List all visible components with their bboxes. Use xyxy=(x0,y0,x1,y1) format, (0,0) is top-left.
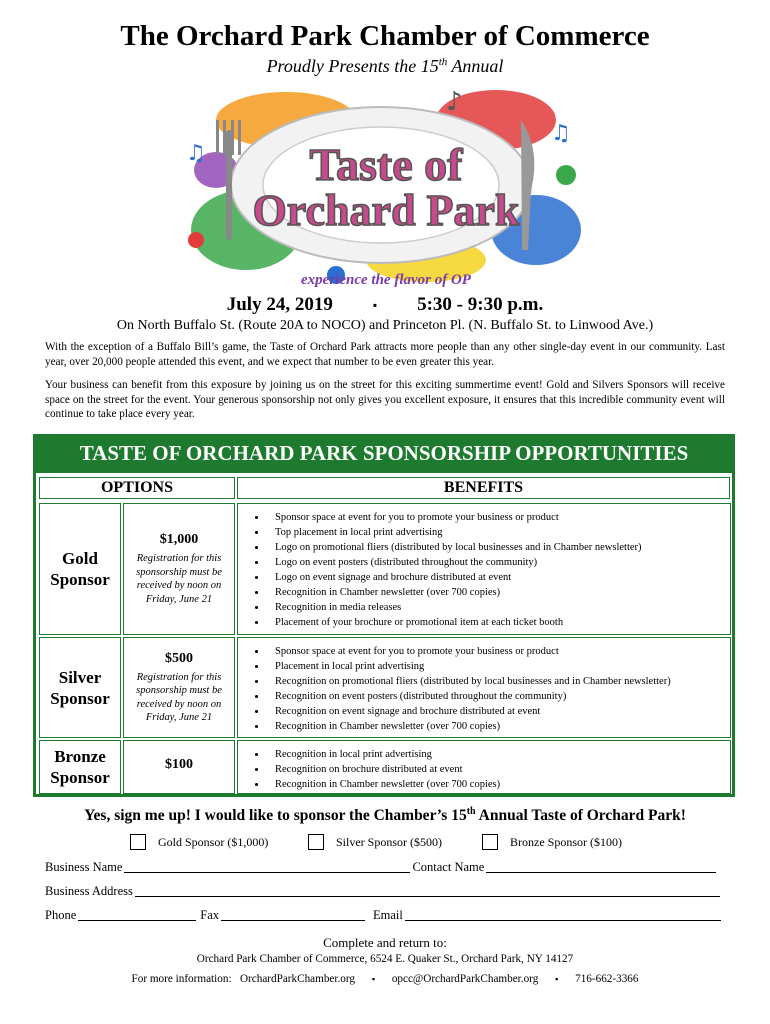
footer-separator: ▪ xyxy=(371,974,376,984)
email-link[interactable]: opcc@OrchardParkChamber.org xyxy=(391,973,539,985)
return-address: Orchard Park Chamber of Commerce, 6524 E. Quaker St., Orchard Park, NY 14127 xyxy=(196,953,574,965)
list-item: Sponsor space at event for you to promote your business or product xyxy=(275,644,730,659)
logo-text-line1: Taste of xyxy=(309,139,463,190)
list-item: Logo on event signage and brochure distributed at event xyxy=(275,570,730,585)
silver-sponsor-checkbox[interactable] xyxy=(308,834,442,850)
silver-benefits xyxy=(237,637,731,738)
subtitle xyxy=(0,56,770,77)
return-label: Complete and return to: xyxy=(323,935,447,950)
list-item: Sponsor space at event for you to promote your business or product xyxy=(275,510,730,525)
intro-paragraph-2: Your business can benefit from this exposure by joining us on the street for this exciting summertime event! Gold and Silvers Sponsors will receive space on the street for the event. Your generous sponsorship not only gives you excellent exposure, it ensures that this incredible community event will continue to take place every year. xyxy=(45,379,725,420)
list-item: Recognition on event signage and brochure distributed at event xyxy=(275,704,730,719)
bronze-price: $100 xyxy=(165,757,193,772)
event-location: On North Buffalo St. (Route 20A to NOCO) and Princeton Pl. (N. Buffalo St. to Linwood Ave.) xyxy=(116,318,654,333)
silver-price-cell xyxy=(123,637,235,738)
footer-separator: ▪ xyxy=(555,974,559,984)
sponsor-checkboxes xyxy=(0,834,770,854)
event-time: 5:30 - 9:30 p.m. xyxy=(417,294,544,315)
website-link[interactable]: OrchardParkChamber.org xyxy=(239,973,356,985)
checkbox-label: Bronze Sponsor ($100) xyxy=(510,834,622,849)
email-label: Email xyxy=(373,908,403,922)
bronze-price-cell xyxy=(123,740,235,794)
silver-price: $500 xyxy=(165,650,193,666)
list-item: Recognition in Chamber newsletter (over 700 copies) xyxy=(275,719,730,734)
gold-sponsor-checkbox[interactable] xyxy=(130,834,268,850)
list-item: Logo on promotional fliers (distributed by local businesses and in Chamber newsletter) xyxy=(275,540,730,555)
business-address-label: Business Address xyxy=(45,884,133,898)
form-row-3 xyxy=(45,908,730,923)
event-date: July 24, 2019 xyxy=(226,294,333,315)
logo-text-line2: Orchard Park xyxy=(252,186,520,235)
checkbox-box[interactable] xyxy=(482,834,498,850)
phone-label: Phone xyxy=(45,908,77,922)
business-name-field[interactable] xyxy=(124,860,410,873)
silver-note: Registration for this sponsorship must be received by noon on Friday, June 21 xyxy=(136,671,222,723)
list-item: Placement in local print advertising xyxy=(275,659,730,674)
sponsorship-banner: TASTE OF ORCHARD PARK SPONSORSHIP OPPORTUNITIES xyxy=(33,434,735,470)
bronze-sponsor-label: Bronze Sponsor xyxy=(39,740,121,794)
svg-text:♫: ♫ xyxy=(186,141,206,166)
list-item: Recognition in Chamber newsletter (over 700 copies) xyxy=(275,585,730,600)
bronze-benefits xyxy=(237,740,731,794)
taste-of-orchard-park-logo xyxy=(176,80,596,290)
list-item: Recognition in Chamber newsletter (over 700 copies) xyxy=(275,777,730,792)
list-item: Top placement in local print advertising xyxy=(275,525,730,540)
list-item: Placement of your brochure or promotional item at each ticket booth xyxy=(275,615,730,630)
svg-text:♪: ♪ xyxy=(446,87,463,117)
list-item: Recognition on event posters (distributed throughout the community) xyxy=(275,689,730,704)
bronze-sponsor-checkbox[interactable] xyxy=(482,834,622,850)
list-item: Recognition on promotional fliers (distributed by local businesses and in Chamber newsletter) xyxy=(275,674,730,689)
form-row-1 xyxy=(45,860,730,875)
benefits-header: BENEFITS xyxy=(237,477,730,499)
svg-text:♫: ♫ xyxy=(551,121,571,146)
signup-text: Yes, sign me up! I would like to sponsor the Chamber’s 15 xyxy=(84,807,467,825)
form-row-2 xyxy=(45,884,730,899)
subtitle-ordinal: th xyxy=(438,56,448,68)
email-field[interactable] xyxy=(405,908,721,921)
checkbox-box[interactable] xyxy=(130,834,146,850)
dateline-separator: ▪ xyxy=(372,298,378,313)
fax-label: Fax xyxy=(200,908,219,922)
logo-tagline: experience the flavor of OP xyxy=(301,272,471,288)
checkbox-label: Gold Sponsor ($1,000) xyxy=(158,834,269,849)
business-address-field[interactable] xyxy=(135,884,720,897)
checkbox-box[interactable] xyxy=(308,834,324,850)
list-item: Recognition in media releases xyxy=(275,600,730,615)
checkbox-label: Silver Sponsor ($500) xyxy=(336,834,442,849)
page-title: The Orchard Park Chamber of Commerce xyxy=(120,20,650,52)
list-item: Recognition on brochure distributed at event xyxy=(275,762,730,777)
signup-heading xyxy=(0,806,770,825)
signup-tail: Annual Taste of Orchard Park! xyxy=(475,807,686,825)
business-name-label: Business Name xyxy=(45,860,123,874)
phone-number: 716-662-3366 xyxy=(575,973,639,985)
options-header: OPTIONS xyxy=(39,477,235,499)
contact-name-field[interactable] xyxy=(486,860,716,873)
info-label: For more information: xyxy=(131,973,232,985)
subtitle-tail: Annual xyxy=(447,56,504,76)
event-dateline xyxy=(0,294,770,316)
phone-field[interactable] xyxy=(78,908,196,921)
silver-sponsor-label: Silver Sponsor xyxy=(39,637,121,738)
subtitle-text: Proudly Presents the 15 xyxy=(266,56,439,76)
fax-field[interactable] xyxy=(221,908,365,921)
gold-sponsor-label: Gold Sponsor xyxy=(39,503,121,635)
gold-price: $1,000 xyxy=(159,532,199,547)
sponsorship-table xyxy=(33,470,735,797)
contact-info xyxy=(0,973,770,985)
list-item: Logo on event posters (distributed throughout the community) xyxy=(275,555,730,570)
intro-paragraph-1: With the exception of a Buffalo Bill’s game, the Taste of Orchard Park attracts more people than any other single-day event in our community. Last year, over 20,000 people attended this event, and we expect that number to be even greater this year. xyxy=(45,341,725,368)
list-item: Recognition in local print advertising xyxy=(275,747,730,762)
signup-ordinal: th xyxy=(466,806,476,817)
gold-benefits xyxy=(237,503,731,635)
gold-price-cell xyxy=(123,503,235,635)
contact-name-label: Contact Name xyxy=(412,860,485,874)
gold-note: Registration for this sponsorship must be received by noon on Friday, June 21 xyxy=(136,553,222,605)
